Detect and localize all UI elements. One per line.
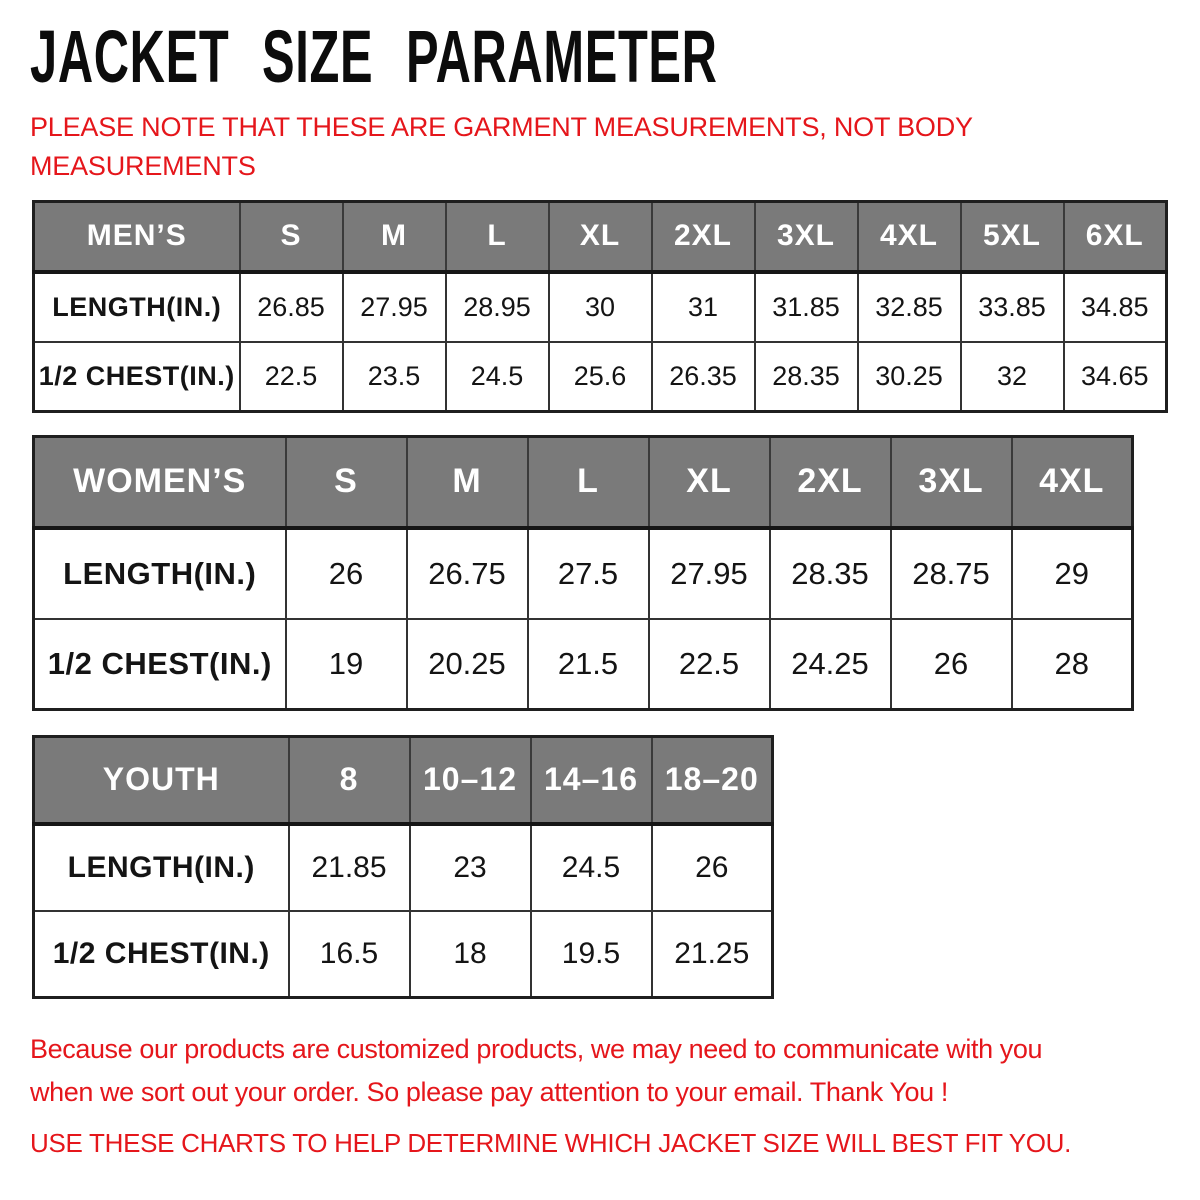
mens-size-column-header: 4XL <box>858 202 961 272</box>
womens-measurement-value: 27.5 <box>528 528 649 619</box>
mens-measurement-value: 34.85 <box>1064 272 1167 342</box>
womens-measurement-value: 19 <box>286 619 407 710</box>
mens-measurement-value: 27.95 <box>343 272 446 342</box>
youth-row-label: 1/2 CHEST(IN.) <box>34 911 289 998</box>
garment-measurement-note-line2: MEASUREMENTS <box>30 151 256 181</box>
mens-table-title: MEN’S <box>34 202 240 272</box>
youth-row-label: LENGTH(IN.) <box>34 824 289 911</box>
mens-size-column-header: XL <box>549 202 652 272</box>
youth-measurement-value: 23 <box>410 824 531 911</box>
mens-measurement-value: 22.5 <box>240 342 343 412</box>
mens-measurement-value: 25.6 <box>549 342 652 412</box>
youth-measurement-value: 18 <box>410 911 531 998</box>
mens-table-row <box>34 342 1167 412</box>
womens-measurement-value: 28.35 <box>770 528 891 619</box>
womens-size-column-header: L <box>528 437 649 528</box>
mens-measurement-value: 34.65 <box>1064 342 1167 412</box>
mens-measurement-value: 26.85 <box>240 272 343 342</box>
youth-size-column-header: 10–12 <box>410 737 531 824</box>
youth-measurement-value: 21.25 <box>652 911 773 998</box>
chart-usage-note: USE THESE CHARTS TO HELP DETERMINE WHICH JACKET SIZE WILL BEST FIT YOU. <box>30 1128 1072 1158</box>
mens-measurement-value: 28.95 <box>446 272 549 342</box>
womens-size-column-header: 2XL <box>770 437 891 528</box>
youth-size-column-header: 18–20 <box>652 737 773 824</box>
womens-measurement-value: 22.5 <box>649 619 770 710</box>
womens-size-table <box>32 435 1134 711</box>
womens-measurement-value: 26 <box>891 619 1012 710</box>
youth-size-table <box>32 735 774 999</box>
page-title: JACKET SIZE PARAMETER <box>30 15 718 98</box>
mens-measurement-value: 24.5 <box>446 342 549 412</box>
mens-measurement-value: 28.35 <box>755 342 858 412</box>
mens-size-column-header: M <box>343 202 446 272</box>
mens-measurement-value: 31.85 <box>755 272 858 342</box>
youth-measurement-value: 16.5 <box>289 911 410 998</box>
youth-measurement-value: 19.5 <box>531 911 652 998</box>
womens-measurement-value: 20.25 <box>407 619 528 710</box>
womens-size-column-header: M <box>407 437 528 528</box>
womens-row-label: 1/2 CHEST(IN.) <box>34 619 286 710</box>
youth-table-title: YOUTH <box>34 737 289 824</box>
mens-size-column-header: S <box>240 202 343 272</box>
womens-size-column-header: S <box>286 437 407 528</box>
mens-measurement-value: 23.5 <box>343 342 446 412</box>
mens-measurement-value: 33.85 <box>961 272 1064 342</box>
mens-measurement-value: 26.35 <box>652 342 755 412</box>
mens-size-column-header: 3XL <box>755 202 858 272</box>
garment-measurement-note <box>30 108 973 186</box>
womens-row-label: LENGTH(IN.) <box>34 528 286 619</box>
youth-size-column-header: 8 <box>289 737 410 824</box>
garment-measurement-note-line1: PLEASE NOTE THAT THESE ARE GARMENT MEASUREMENTS, NOT BODY <box>30 112 973 142</box>
youth-measurement-value: 26 <box>652 824 773 911</box>
youth-table-row <box>34 911 773 998</box>
youth-measurement-value: 21.85 <box>289 824 410 911</box>
womens-size-column-header: 3XL <box>891 437 1012 528</box>
youth-measurement-value: 24.5 <box>531 824 652 911</box>
womens-measurement-value: 26.75 <box>407 528 528 619</box>
mens-measurement-value: 30 <box>549 272 652 342</box>
custom-order-notice <box>30 1028 1042 1114</box>
womens-size-column-header: 4XL <box>1012 437 1133 528</box>
mens-measurement-value: 32.85 <box>858 272 961 342</box>
womens-table-row <box>34 528 1133 619</box>
youth-size-column-header: 14–16 <box>531 737 652 824</box>
womens-table-title: WOMEN’S <box>34 437 286 528</box>
womens-measurement-value: 21.5 <box>528 619 649 710</box>
womens-measurement-value: 27.95 <box>649 528 770 619</box>
womens-table-row <box>34 619 1133 710</box>
mens-size-column-header: L <box>446 202 549 272</box>
mens-measurement-value: 30.25 <box>858 342 961 412</box>
youth-table-row <box>34 824 773 911</box>
womens-measurement-value: 26 <box>286 528 407 619</box>
mens-size-column-header: 2XL <box>652 202 755 272</box>
custom-order-notice-line2: when we sort out your order. So please pay attention to your email. Thank You ! <box>30 1077 948 1107</box>
mens-size-column-header: 6XL <box>1064 202 1167 272</box>
mens-table-row <box>34 272 1167 342</box>
mens-size-table <box>32 200 1168 413</box>
womens-measurement-value: 28.75 <box>891 528 1012 619</box>
mens-measurement-value: 31 <box>652 272 755 342</box>
womens-size-column-header: XL <box>649 437 770 528</box>
womens-measurement-value: 28 <box>1012 619 1133 710</box>
mens-row-label: 1/2 CHEST(IN.) <box>34 342 240 412</box>
womens-measurement-value: 24.25 <box>770 619 891 710</box>
womens-measurement-value: 29 <box>1012 528 1133 619</box>
mens-row-label: LENGTH(IN.) <box>34 272 240 342</box>
mens-measurement-value: 32 <box>961 342 1064 412</box>
mens-size-column-header: 5XL <box>961 202 1064 272</box>
custom-order-notice-line1: Because our products are customized products, we may need to communicate with you <box>30 1034 1043 1064</box>
